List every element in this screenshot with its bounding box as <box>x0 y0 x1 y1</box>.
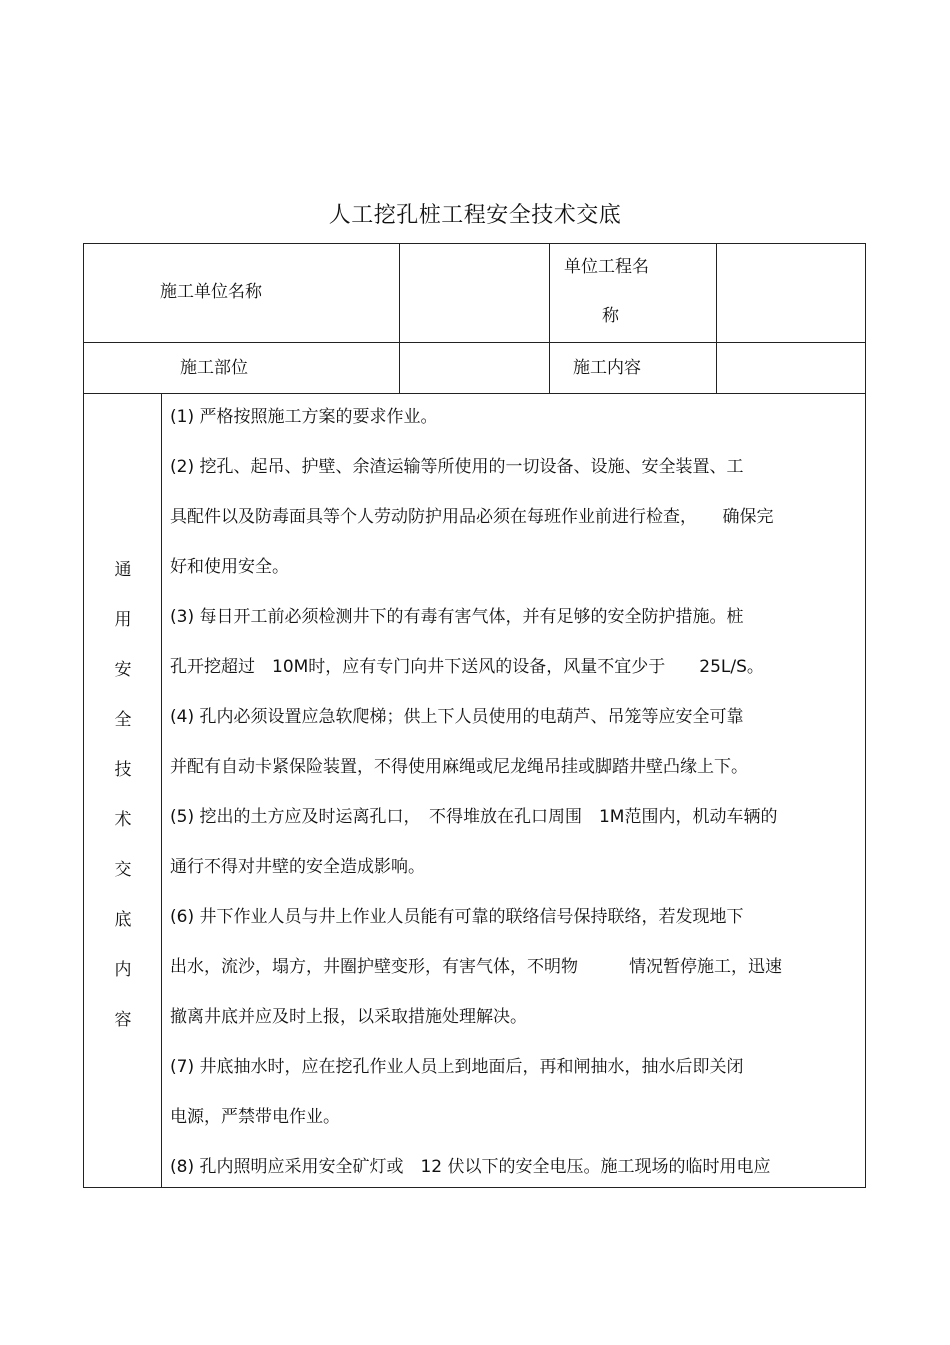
content-line: 电源，严禁带电作业。 <box>170 1107 340 1127</box>
content-line: 通行不得对井壁的安全造成影响。 <box>170 857 425 877</box>
unit-name-label: 施工单位名称 <box>160 282 262 302</box>
content-label: 施工内容 <box>573 358 641 378</box>
content-line: (1) 严格按照施工方案的要求作业。 <box>170 407 438 427</box>
col-divider-3 <box>716 243 717 393</box>
side-label-general-safety <box>84 545 162 1045</box>
content-line: 出水，流沙，塌方，井圈护壁变形，有害气体，不明物 情况暂停施工，迅速 <box>170 957 782 977</box>
side-char: 底 <box>114 910 132 930</box>
side-char: 通 <box>114 560 132 580</box>
row-divider-1 <box>83 342 866 343</box>
col-divider-2 <box>549 243 550 393</box>
side-char: 术 <box>114 810 132 830</box>
row-divider-2 <box>83 393 866 394</box>
content-line: (5) 挖出的土方应及时运离孔口， 不得堆放在孔口周围 1M范围内，机动车辆的 <box>170 807 778 827</box>
content-line: 撤离井底并应及时上报，以采取措施处理解决。 <box>170 1007 527 1027</box>
disclosure-content <box>170 403 860 1203</box>
side-char: 内 <box>114 960 132 980</box>
project-name-label-line2: 称 <box>602 306 619 326</box>
col-divider-1 <box>399 243 400 393</box>
content-line: (6) 井下作业人员与井上作业人员能有可靠的联络信号保持联络，若发现地下 <box>170 907 744 927</box>
side-char: 用 <box>114 610 132 630</box>
side-char: 全 <box>114 710 132 730</box>
content-value[interactable] <box>719 346 864 390</box>
content-line: (3) 每日开工前必须检测井下的有毒有害气体，并有足够的安全防护措施。桩 <box>170 607 744 627</box>
side-char: 交 <box>114 860 132 880</box>
location-value[interactable] <box>402 346 547 390</box>
content-line: (7) 井底抽水时，应在挖孔作业人员上到地面后，再和闸抽水，抽水后即关闭 <box>170 1057 744 1077</box>
unit-name-value[interactable] <box>402 250 547 340</box>
project-name-value[interactable] <box>719 250 864 340</box>
location-label: 施工部位 <box>180 358 248 378</box>
side-char: 容 <box>114 1010 132 1030</box>
document-title: 人工挖孔桩工程安全技术交底 <box>328 203 622 228</box>
content-line: (2) 挖孔、起吊、护壁、余渣运输等所使用的一切设备、设施、安全装置、工 <box>170 457 744 477</box>
project-name-label-line1: 单位工程名 <box>564 257 649 277</box>
side-char: 技 <box>114 760 132 780</box>
content-line: 孔开挖超过 10M时，应有专门向井下送风的设备，风量不宜少于 25L/S。 <box>170 657 764 677</box>
content-line: (8) 孔内照明应采用安全矿灯或 12 伏以下的安全电压。施工现场的临时用电应 <box>170 1157 771 1177</box>
side-char: 安 <box>114 660 132 680</box>
content-line: (4) 孔内必须设置应急软爬梯；供上下人员使用的电葫芦、吊笼等应安全可靠 <box>170 707 744 727</box>
content-line: 好和使用安全。 <box>170 557 289 577</box>
content-line: 并配有自动卡紧保险装置，不得使用麻绳或尼龙绳吊挂或脚踏井壁凸缘上下。 <box>170 757 748 777</box>
content-line: 具配件以及防毒面具等个人劳动防护用品必须在每班作业前进行检查， 确保完 <box>170 507 774 527</box>
